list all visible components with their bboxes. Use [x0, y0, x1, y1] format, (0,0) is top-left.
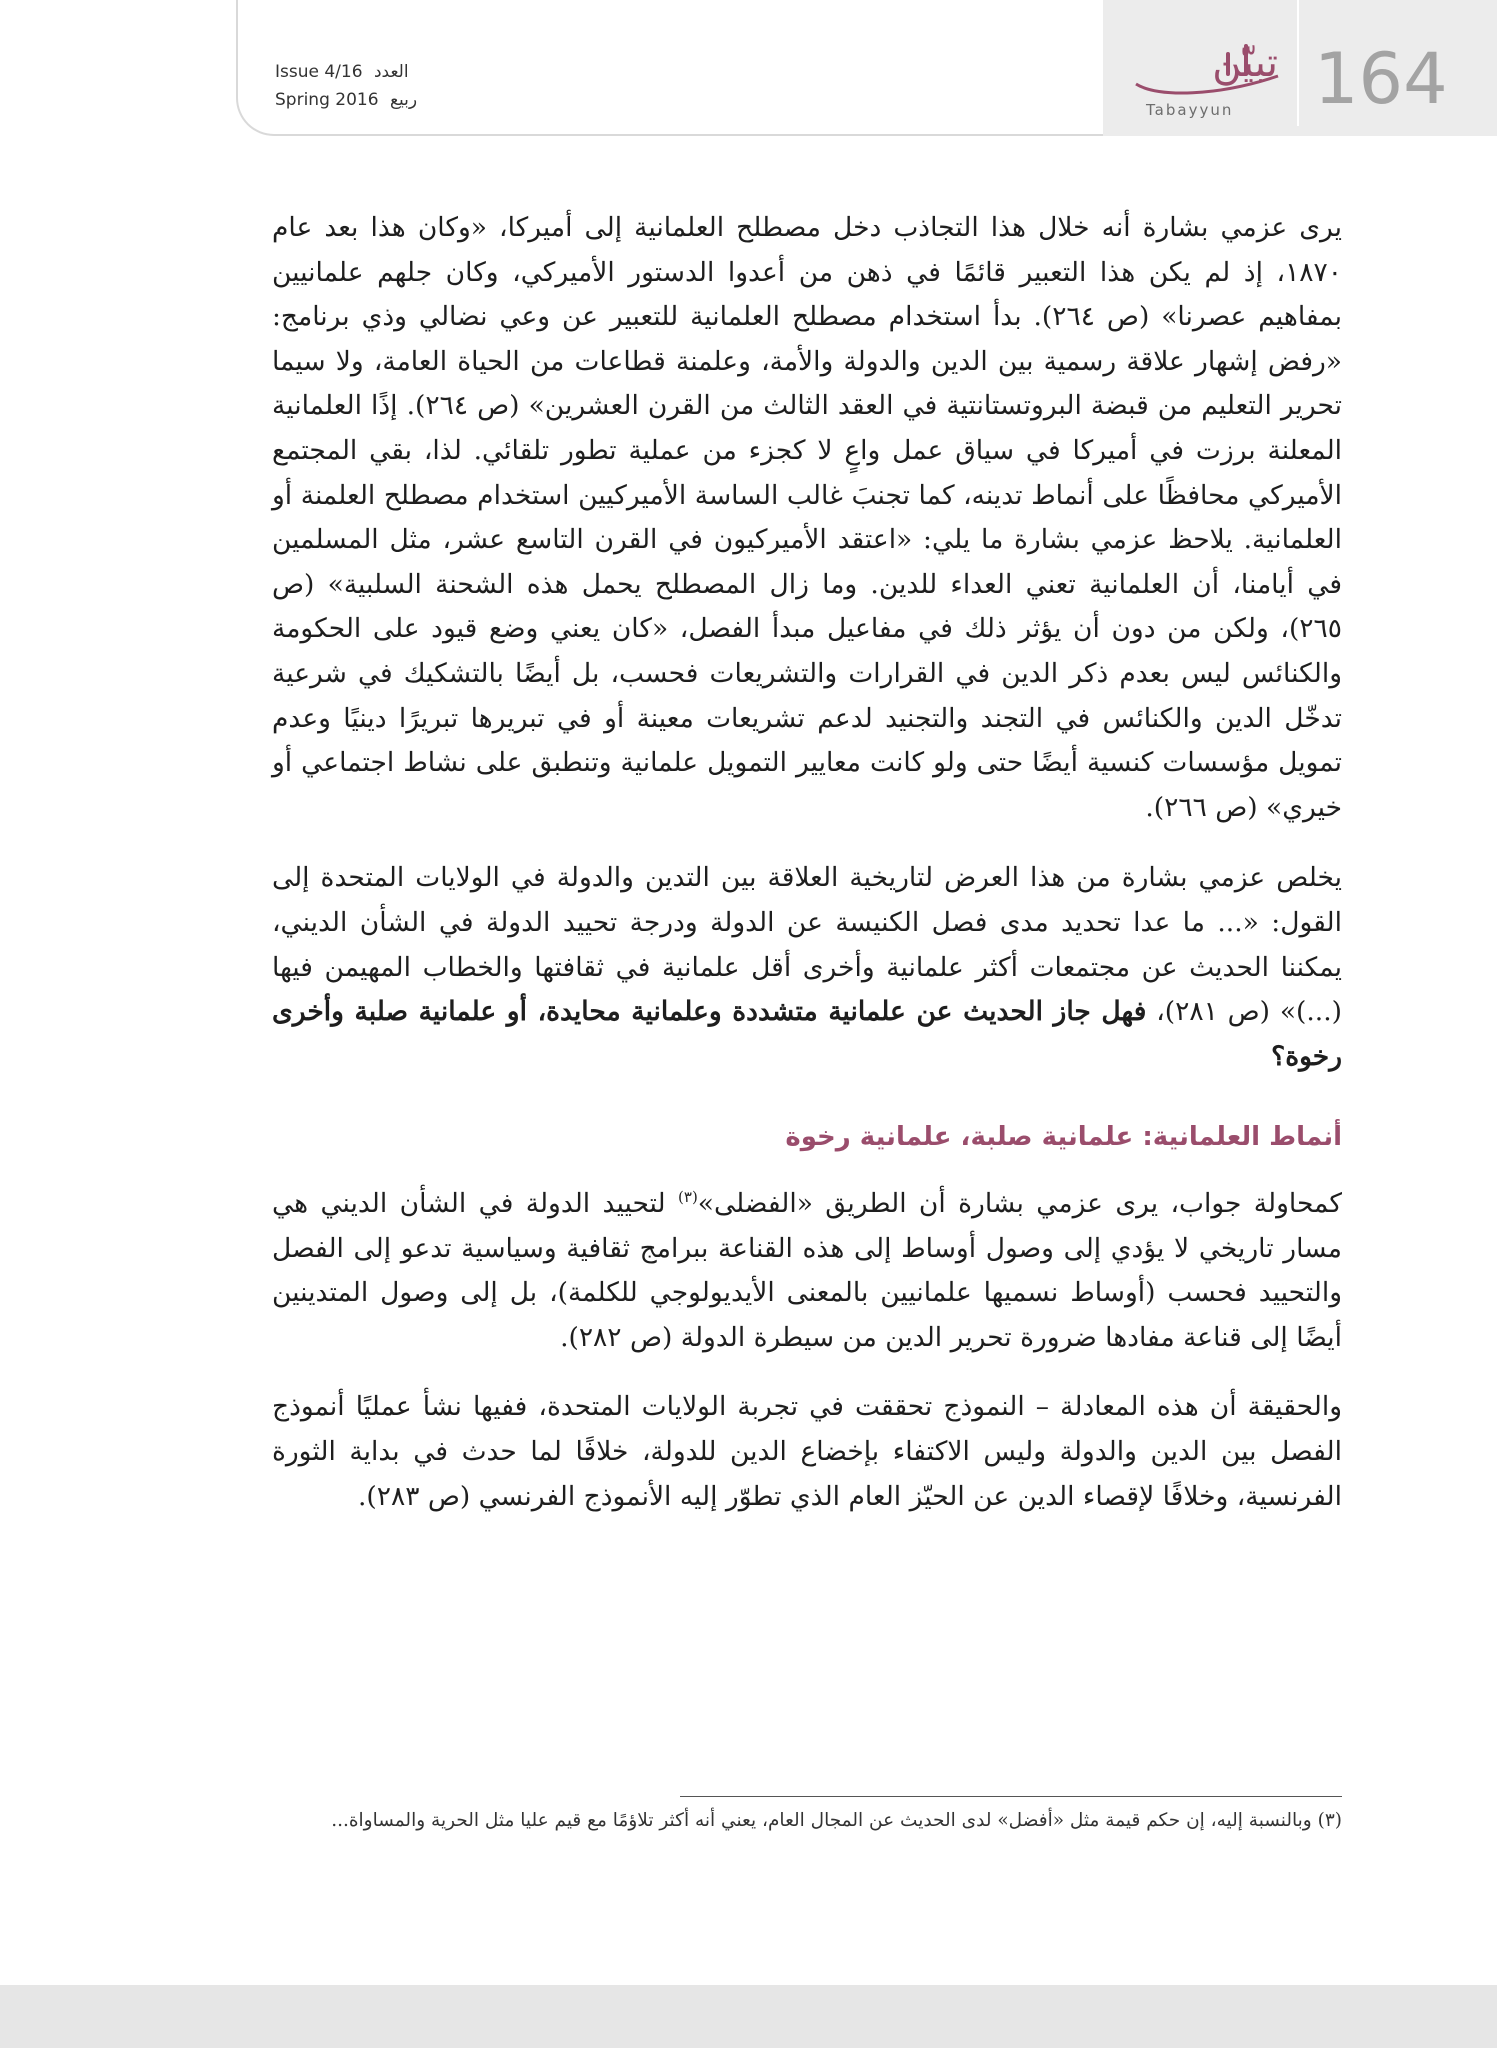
paragraph-3-text-a: كمحاولة جواب، يرى عزمي بشارة أن الطريق «الفضلى»: [697, 1188, 1342, 1220]
section-heading: أنماط العلمانية: علمانية صلبة، علمانية رخوة: [785, 1122, 1342, 1153]
logo-latin: Tabayyun: [1146, 101, 1234, 119]
logo-text-ar: تبيّن: [1212, 40, 1278, 86]
issue-line: [275, 58, 417, 86]
issue-info: [275, 58, 417, 114]
tabayyun-logo: [1128, 32, 1288, 102]
paragraph-3: [272, 1175, 1342, 1360]
footnote-separator: [680, 1796, 1342, 1797]
header-divider: [1297, 0, 1299, 126]
paragraph-2: [272, 856, 1342, 1079]
paragraph-3-text-b: لتحييد الدولة في الشأن الديني هي مسار تاريخي لا يؤدي إلى وصول أوساط إلى هذه القناعة ببرامج ثقافية وسياسية تدعو إلى الفصل والتحييد فحسب (أوساط نسميها علمانيين بالمعنى الأيديولوجي للكلمة)، بل إلى وصول المتدينين أيضًا إلى قناعة مفادها ضرورة تحرير الدين من سيطرة الدولة (ص ٢٨٢).: [272, 1188, 1342, 1353]
footnote-ref[interactable]: (٣): [678, 1188, 698, 1207]
article-body: [272, 206, 1342, 1519]
paragraph-4: والحقيقة أن هذه المعادلة – النموذج تحققت في تجربة الولايات المتحدة، ففيها نشأ عمليًا أنموذج الفصل بين الدين والدولة وليس الاكتفاء بإخضاع الدين للدولة، خلافًا لما حدث في بداية الثورة الفرنسية، وخلافًا لإقصاء الدين عن الحيّز العام الذي تطوّر إليه الأنموذج الفرنسي (ص ٢٨٣).: [272, 1391, 1342, 1512]
page-number: 164: [1314, 38, 1448, 120]
issue-ar: العدد: [373, 62, 409, 82]
paragraph-2-bold: فهل جاز الحديث عن علمانية متشددة وعلمانية محايدة، أو علمانية صلبة وأخرى رخوة؟: [272, 996, 1342, 1072]
footnote: (٣) وبالنسبة إليه، إن حكم قيمة مثل «أفضل» لدى الحديث عن المجال العام، يعني أنه أكثر تلاؤمًا مع قيم عليا مثل الحرية والمساواة...: [331, 1810, 1342, 1831]
season-line: [275, 86, 417, 114]
paragraph-2-text: يخلص عزمي بشارة من هذا العرض لتاريخية العلاقة بين التدين والدولة في الولايات المتحدة إلى القول: «... ما عدا تحديد مدى فصل الكنيسة عن الدولة ودرجة تحييد الدولة في الشأن الديني، يمكننا الحديث عن مجتمعات أكثر علمانية وأخرى أقل علمانية في ثقافتها والخطاب المهيمن فيها (...)» (ص ٢٨١)،: [272, 862, 1342, 1028]
footer-band: [0, 1985, 1497, 2048]
season-en: Spring 2016: [275, 90, 379, 110]
season-ar: ربيع: [389, 90, 418, 110]
paragraph-1: يرى عزمي بشارة أنه خلال هذا التجاذب دخل مصطلح العلمانية إلى أميركا، «وكان هذا بعد عام ١٨٧٠، إذ لم يكن هذا التعبير قائمًا في ذهن من أعدوا الدستور الأميركي، وكان جلهم علمانيين بمفاهيم عصرنا» (ص ٢٦٤). بدأ استخدام مصطلح العلمانية للتعبير عن وعي نضالي وذي برنامج: «رفض إشهار علاقة رسمية بين الدين والدولة والأمة، وعلمنة قطاعات من الحياة العامة، ولا سيما تحرير التعليم من قبضة البروتستانتية في العقد الثالث من القرن العشرين» (ص ٢٦٤). إذًا العلمانية المعلنة برزت في أميركا في سياق عمل واعٍ لا كجزء من عملية تطور تلقائي. لذا، بقي المجتمع الأميركي محافظًا على أنماط تدينه، كما تجنبَ غالب الساسة الأميركيين استخدام مصطلح العلمنة أو العلمانية. يلاحظ عزمي بشارة ما يلي: «اعتقد الأميركيون في القرن التاسع عشر، مثل المسلمين في أيامنا، أن العلمانية تعني العداء للدين. وما زال المصطلح يحمل هذه الشحنة السلبية» (ص ٢٦٥)، ولكن من دون أن يؤثر ذلك في مفاعيل مبدأ الفصل، «كان يعني وضع قيود على الحكومة والكنائس ليس بعدم ذكر الدين في القرارات والتشريعات فحسب، بل أيضًا بالتشكيك في شرعية تدخّل الدين والكنائس في التجند والتجنيد لدعم تشريعات معينة أو في تبريرها تبريرًا دينيًا وعدم تمويل مؤسسات كنسية أيضًا حتى ولو كانت معايير التمويل علمانية وتنطبق على نشاط اجتماعي أو خيري» (ص ٢٦٦).: [272, 212, 1342, 823]
issue-en: Issue 4/16: [275, 62, 363, 82]
